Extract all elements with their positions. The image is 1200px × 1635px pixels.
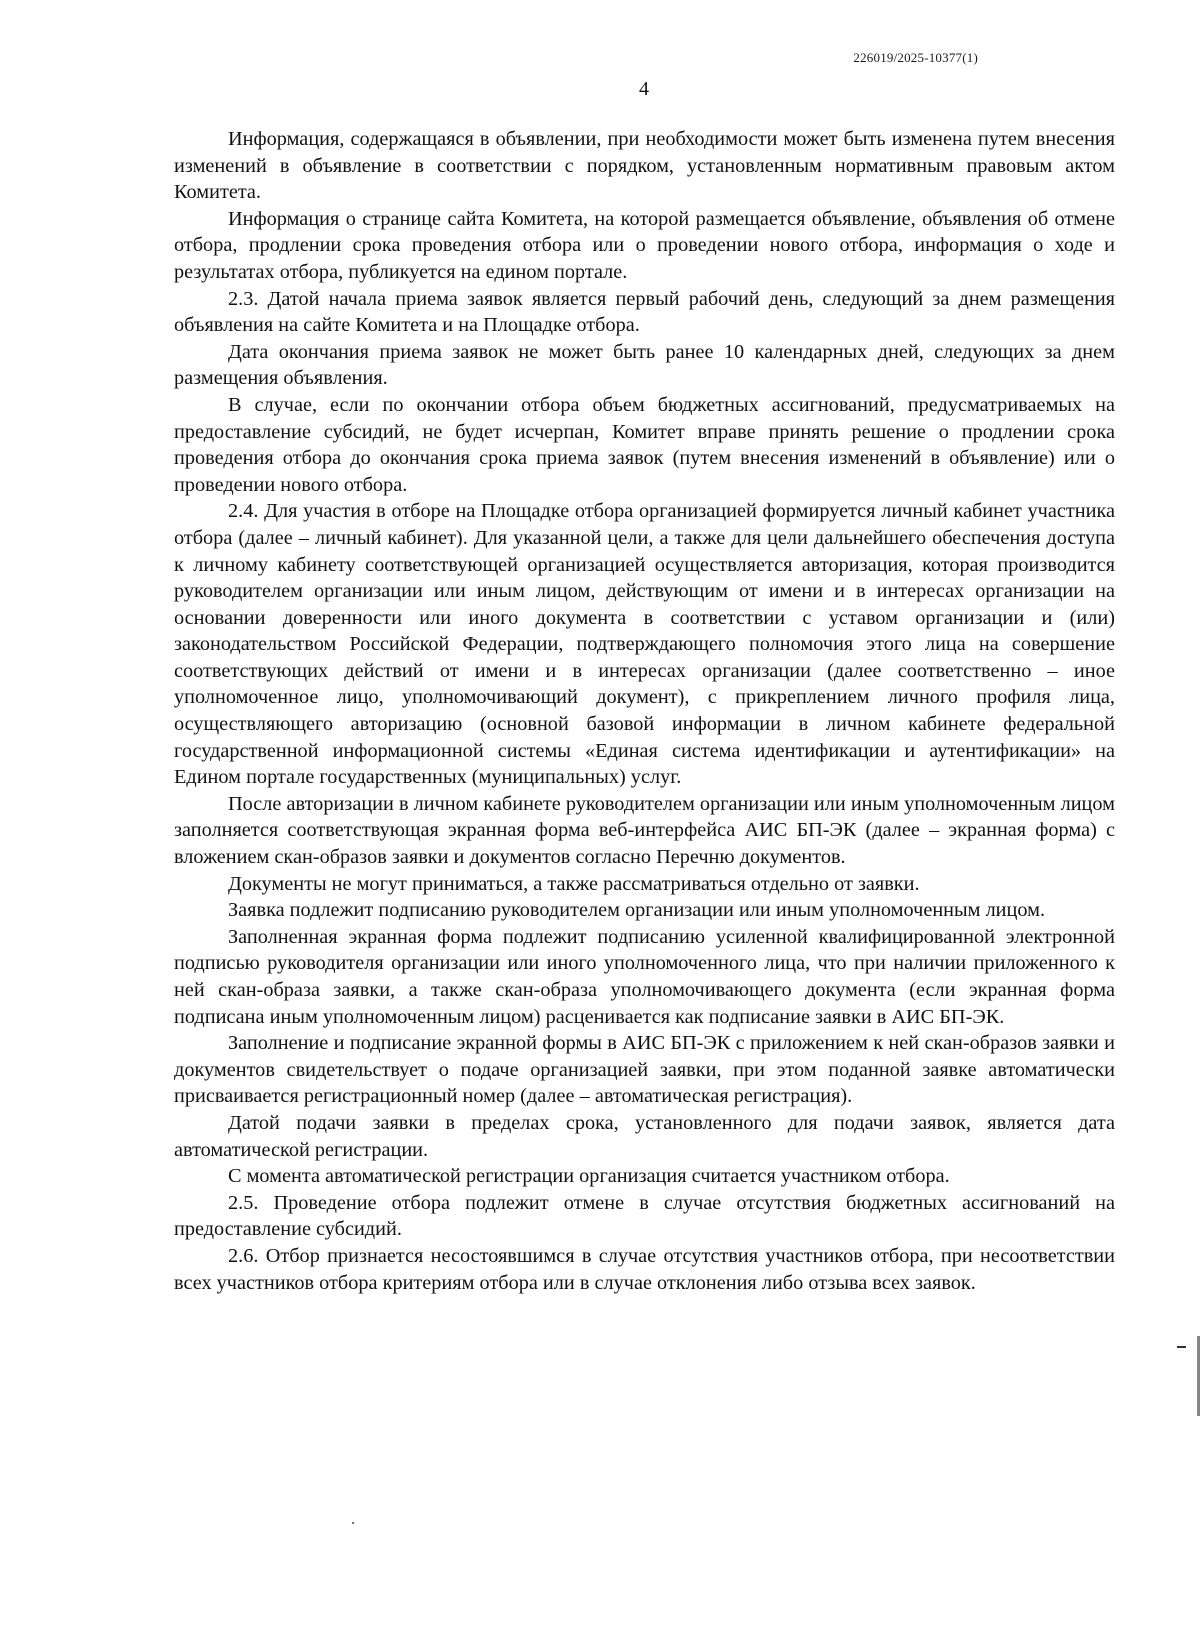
document-body	[174, 126, 1115, 1296]
paragraph-2-5-cancellation: 2.5. Проведение отбора подлежит отмене в случае отсутствия бюджетных ассигнований на предоставление субсидий.	[174, 1191, 1115, 1241]
scan-artifact-dot	[352, 1522, 354, 1524]
paragraph-signing: Заявка подлежит подписанию руководителем организации или иным уполномоченным лицом.	[228, 899, 1046, 922]
scan-edge-tick	[1177, 1346, 1186, 1348]
paragraph-submission-date: Датой подачи заявки в пределах срока, установленного для подачи заявок, является дата автоматической регистрации.	[174, 1111, 1115, 1161]
document-registration-number: 226019/2025-10377(1)	[853, 50, 978, 65]
paragraph-extension: В случае, если по окончании отбора объем бюджетных ассигнований, предусматриваемых на предоставление субсидий, не будет исчерпан, Комитет вправе принять решение о продлении срока проведения отбора до окончания срока приема заявок (путем внесения изменений в объявление) или о проведении нового отбора.	[174, 393, 1115, 496]
paragraph-end-date: Дата окончания приема заявок не может быть ранее 10 календарных дней, следующих за днем размещения объявления.	[174, 340, 1115, 390]
paragraph-2-3-start-date: 2.3. Датой начала приема заявок является первый рабочий день, следующий за днем размещения объявления на сайте Комитета и на Площадке отбора.	[174, 287, 1115, 337]
paragraph-submission: Заполнение и подписание экранной формы в АИС БП-ЭК с приложением к ней скан-образов заявки и документов свидетельствует о подаче организацией заявки, при этом поданной заявке автоматически присваивается регистрационный номер (далее – автоматическая регистрация).	[174, 1032, 1115, 1108]
paragraph-2-6-failed-selection: 2.6. Отбор признается несостоявшимся в случае отсутствия участников отбора, при несоответствии всех участников отбора критериям отбора или в случае отклонения либо отзыва всех заявок.	[174, 1244, 1115, 1294]
paragraph-announcement-changes: Информация, содержащаяся в объявлении, при необходимости может быть изменена путем внесения изменений в объявление в соответствии с порядком, установленным нормативным правовым актом Комитета.	[174, 128, 1115, 204]
page-number: 4	[639, 78, 649, 100]
paragraph-screen-form: После авторизации в личном кабинете руководителем организации или иным уполномоченным лицом заполняется соответствующая экранная форма веб-интерфейса АИС БП-ЭК (далее – экранная форма) с вложением скан-образов заявки и документов согласно Перечню документов.	[174, 792, 1115, 869]
paragraph-electronic-signature: Заполненная экранная форма подлежит подписанию усиленной квалифицированной электронной подписью руководителя организации или иного уполномоченного лица, что при наличии приложенного к ней скан-образа заявки, а также скан-образа уполномочивающего документа (если экранная форма подписана иным уполномоченным лицом) расценивается как подписание заявки в АИС БП-ЭК.	[174, 925, 1115, 1028]
paragraph-2-4-personal-cabinet: 2.4. Для участия в отборе на Площадке отбора организацией формируется личный кабинет участника отбора (далее – личный кабинет). Для указанной цели, а также для цели дальнейшего обеспечения доступа к личному кабинету соответствующей организацией осуществляется авторизация, которая производится руководителем организации или иным лицом, действующим от имени и в интересах организации на основании доверенности или иного документа в соответствии с уставом организации и (или) законодательством Российской Федерации, подтверждающего полномочия этого лица на совершение соответствующих действий от имени и в интересах организации (далее соответственно – иное уполномоченное лицо, уполномочивающий документ), с прикреплением личного профиля лица, осуществляющего авторизацию (основной базовой информации в личном кабинете федеральной государственной информационной системы «Единая система идентификации и аутентификации» на Едином портале государственных (муниципальных) услуг.	[174, 500, 1115, 789]
paragraph-documents: Документы не могут приниматься, а также рассматриваться отдельно от заявки.	[228, 872, 920, 895]
paragraph-participant: С момента автоматической регистрации организация считается участником отбора.	[228, 1165, 950, 1188]
paragraph-site-page-info: Информация о странице сайта Комитета, на которой размещается объявление, объявления об отмене отбора, продлении срока проведения отбора или о проведении нового отбора, информация о ходе и результатах отбора, публикуется на едином портале.	[174, 207, 1115, 283]
